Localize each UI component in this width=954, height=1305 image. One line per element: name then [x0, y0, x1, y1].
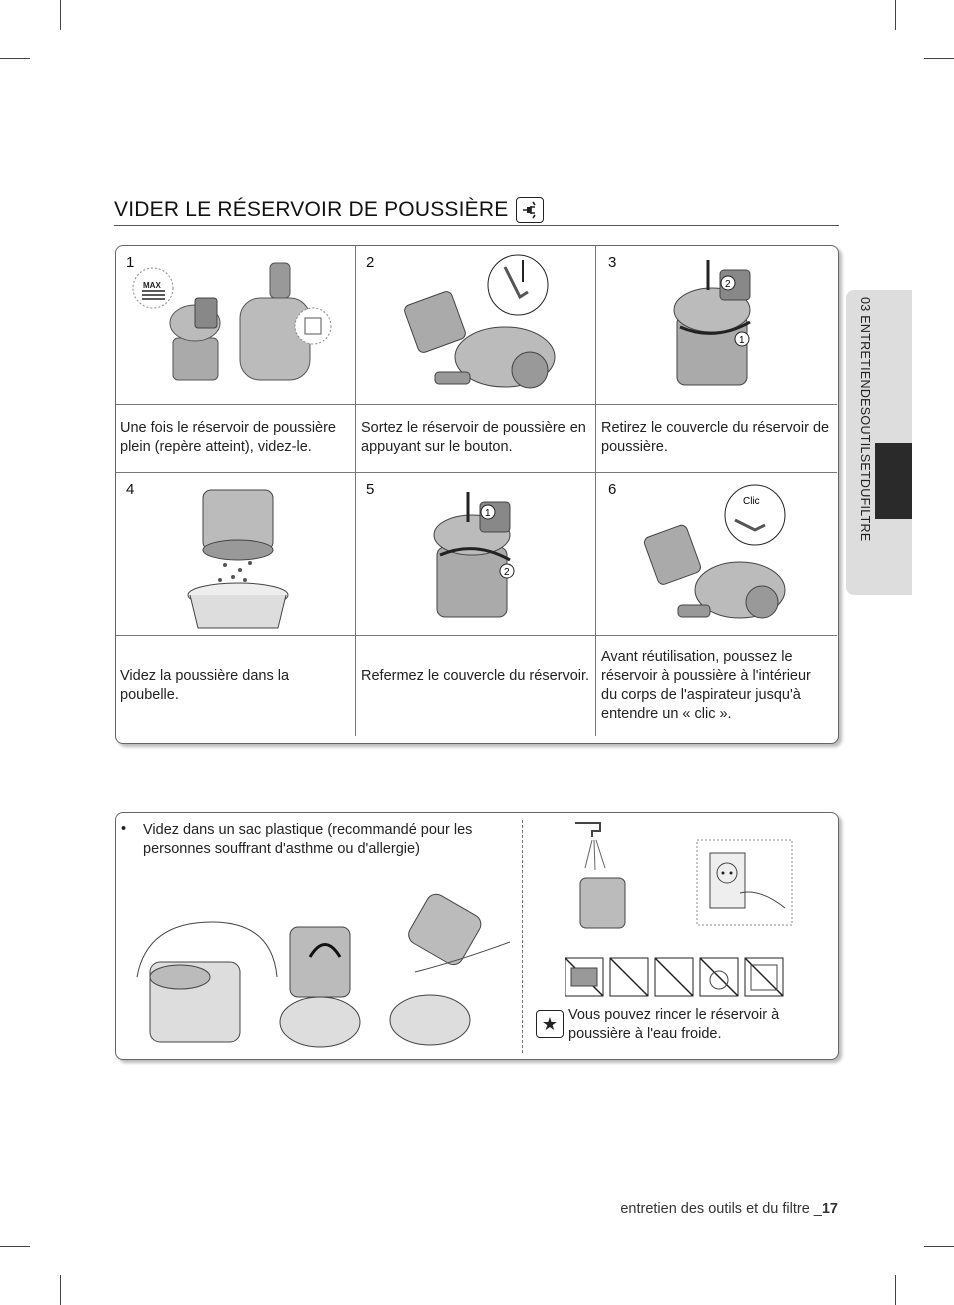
chapter-tab-marker: [875, 443, 912, 519]
crop-mark: [60, 1275, 61, 1305]
grid-line: [116, 472, 837, 473]
callout-number: 1: [485, 508, 491, 519]
step-description: Sortez le réservoir de poussière en appuyant sur le bouton.: [361, 420, 586, 455]
crop-mark: [895, 1275, 896, 1305]
crop-mark: [895, 0, 896, 30]
bullet-icon: •: [121, 821, 127, 837]
grid-line: [355, 246, 356, 736]
title-text: VIDER LE RÉSERVOIR DE POUSSIÈRE: [114, 198, 509, 221]
callout-number: 2: [504, 567, 510, 578]
crop-mark: [0, 58, 30, 59]
panel-divider: [522, 820, 523, 1053]
step-number: 4: [126, 481, 135, 498]
illustration-insert-bin: [640, 480, 790, 630]
step-number: 2: [366, 254, 375, 271]
step-number: 1: [126, 254, 135, 271]
crop-mark: [60, 0, 61, 30]
grid-line: [595, 246, 596, 736]
step-description: Avant réutilisation, poussez le réservoir à poussière à l'intérieur du corps de l'aspirateur jusqu'à entendre un « clic ».: [601, 649, 811, 722]
page-footer: [620, 1201, 838, 1217]
step-number: 3: [608, 254, 617, 271]
step-description: Une fois le réservoir de poussière plein (repère atteint), videz-le.: [120, 420, 336, 455]
illustration-close-lid: [430, 487, 530, 622]
step-description: Retirez le couvercle du réservoir de poussière.: [601, 420, 830, 455]
callout-number: 2: [725, 279, 731, 290]
step-description: Videz la poussière dans la poubelle.: [120, 668, 290, 703]
callout-number: 1: [739, 335, 745, 346]
star-icon: ★: [536, 1010, 564, 1038]
illustration-remove-bin: [395, 252, 590, 392]
chapter-tab-label: 03 ENTRETIENDESOUTILSETDUFILTRE: [858, 297, 872, 542]
footer-text: entretien des outils et du filtre _: [620, 1201, 822, 1217]
step-number: 5: [366, 481, 375, 498]
grid-line: [116, 635, 837, 636]
click-label: Clic: [743, 496, 760, 507]
tip-text: Vous pouvez rincer le réservoir à poussière à l'eau froide.: [568, 1007, 780, 1042]
illustration-dust-bin-max: [125, 258, 350, 388]
step-description: Refermez le couvercle du réservoir.: [361, 668, 590, 684]
max-label: MAX: [143, 281, 161, 290]
page-title: [114, 197, 544, 223]
crop-mark: [924, 58, 954, 59]
illustration-plastic-bag: [125, 892, 515, 1052]
illustration-remove-lid: [670, 255, 770, 395]
grid-line: [116, 404, 837, 405]
page-number: 17: [821, 1201, 838, 1217]
crop-mark: [0, 1246, 30, 1247]
illustration-empty-bin: [185, 485, 295, 630]
title-rule: [114, 225, 839, 226]
bullet-text: Videz dans un sac plastique (recommandé pour les personnes souffrant d'asthme ou d'allergie): [143, 822, 473, 857]
crop-mark: [924, 1246, 954, 1247]
illustration-rinse: [565, 818, 805, 1003]
plug-icon: [516, 197, 544, 223]
step-number: 6: [608, 481, 617, 498]
